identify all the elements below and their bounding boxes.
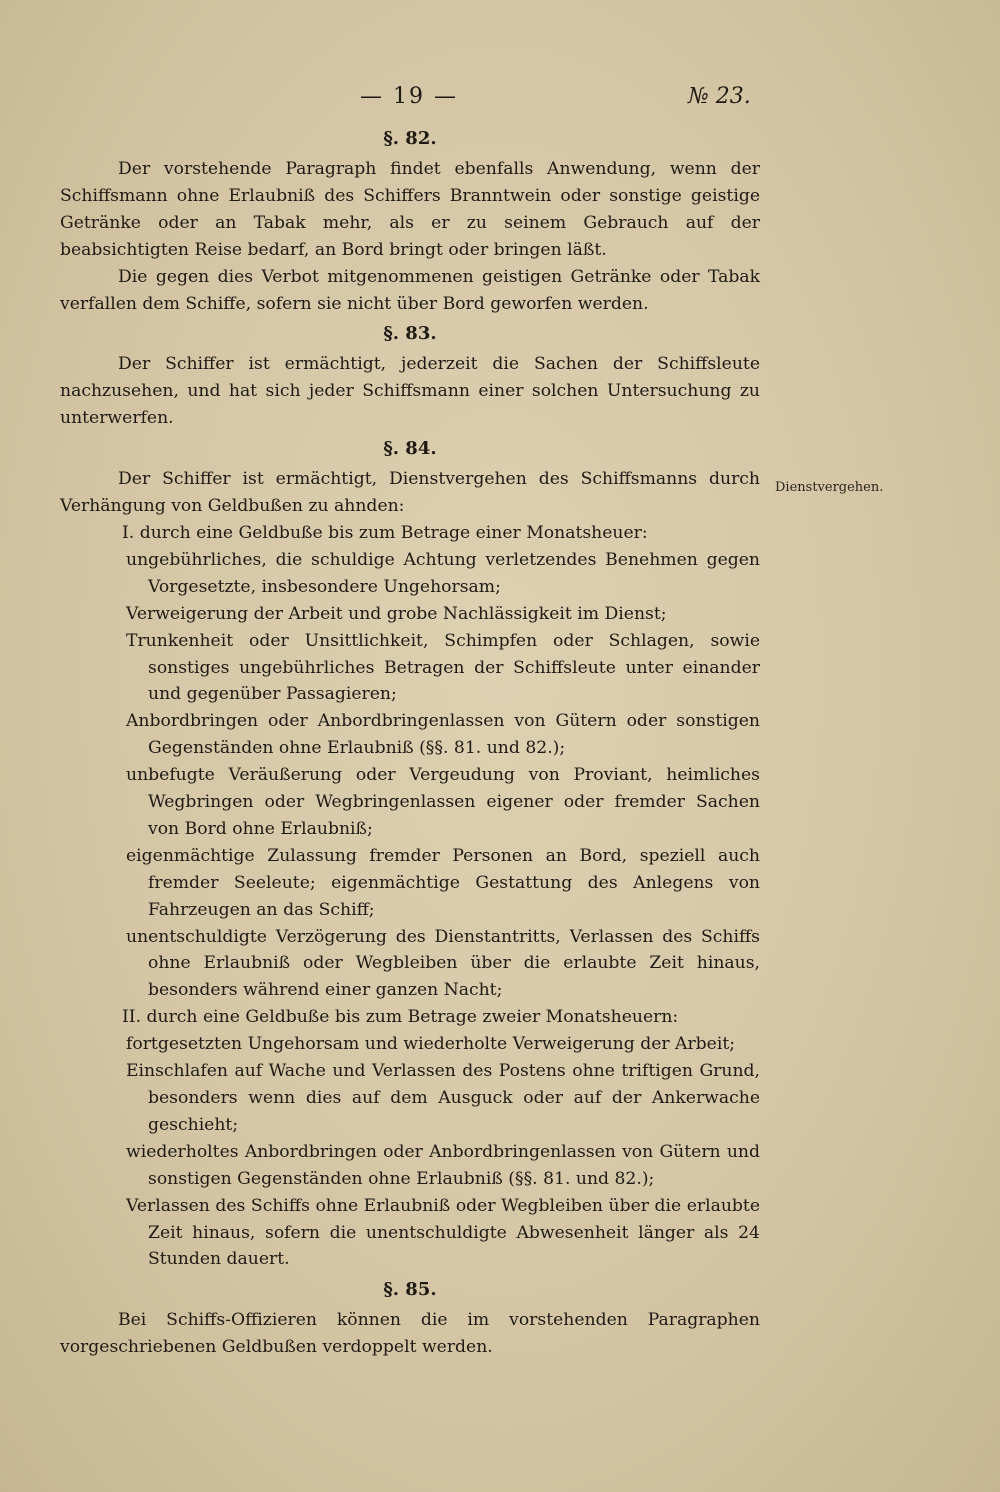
section-heading-84: §. 84. [383, 438, 437, 460]
page-header [0, 84, 1000, 118]
list-item: Verlassen des Schiffs ohne Erlaubniß oder Wegbleiben über die erlaubte Zeit hinaus, sofern die unentschuldigte Abwesenheit länger als 24 Stunden dauert. [126, 1195, 760, 1270]
list-item: Verweigerung der Arbeit und grobe Nachlässigkeit im Dienst; [126, 603, 667, 624]
list-item: fortgesetzten Ungehorsam und wiederholte Verweigerung der Arbeit; [126, 1034, 736, 1055]
penalty-list [60, 547, 760, 1004]
penalty-group-title: II. durch eine Geldbuße bis zum Betrage zweier Monatsheuern: [122, 1007, 679, 1028]
paragraph: Die gegen dies Verbot mitgenommenen geistigen Getränke oder Tabak verfallen dem Schiffe, sofern sie nicht über Bord geworfen werden. [60, 266, 760, 314]
penalty-list [60, 1031, 760, 1273]
list-item: ungebührliches, die schuldige Achtung verletzendes Benehmen gegen Vorgesetzte, insbesondere Ungehorsam; [126, 549, 760, 597]
list-item: Einschlafen auf Wache und Verlassen des Postens ohne triftigen Grund, besonders wenn dies auf dem Ausguck oder auf der Ankerwache geschieht; [126, 1061, 760, 1135]
list-item: Trunkenheit oder Unsittlichkeit, Schimpfen oder Schlagen, sowie sonstiges ungebührliches Betragen der Schiffsleute unter einander und gegenüber Passagieren; [126, 630, 760, 705]
list-item: eigenmächtige Zulassung fremder Personen an Bord, speziell auch fremder Seeleute; eigenmächtige Gestattung des Anlegens von Fahrzeugen an das Schiff; [126, 845, 760, 920]
penalty-group-title: I. durch eine Geldbuße bis zum Betrage einer Monatsheuer: [122, 522, 648, 543]
section-heading-85: §. 85. [383, 1279, 437, 1301]
issue-number: № 23. [688, 84, 751, 109]
paragraph: Der vorstehende Paragraph findet ebenfalls Anwendung, wenn der Schiffsmann ohne Erlaubniß des Schiffers Branntwein oder sonstige geistige Getränke oder an Tabak mehr, als er zu seinem Gebrauch auf der beabsichtigten Reise bedarf, an Bord bringt oder bringen läßt. [60, 159, 760, 260]
paragraph: Bei Schiffs-Offizieren können die im vorstehenden Paragraphen vorgeschriebenen Geldbußen verdoppelt werden. [60, 1310, 760, 1358]
list-item: unbefugte Veräußerung oder Vergeudung von Proviant, heimliches Wegbringen oder Wegbringenlassen eigener oder fremder Sachen von Bord ohne Erlaubniß; [126, 765, 760, 839]
list-item: Anbordbringen oder Anbordbringenlassen von Gütern oder sonstigen Gegenständen ohne Erlaubniß (§§. 81. und 82.); [126, 711, 760, 759]
section-heading-83: §. 83. [383, 323, 437, 345]
body-text [60, 122, 760, 1361]
page-number: — 19 — [360, 84, 458, 109]
paragraph: Der Schiffer ist ermächtigt, Dienstvergehen des Schiffsmanns durch Verhängung von Geldbußen zu ahnden: [60, 469, 760, 517]
list-item: unentschuldigte Verzögerung des Dienstantritts, Verlassen des Schiffs ohne Erlaubniß oder Wegbleiben über die erlaubte Zeit hinaus, besonders während einer ganzen Nacht; [126, 926, 760, 1001]
paragraph: Der Schiffer ist ermächtigt, jederzeit die Sachen der Schiffsleute nachzusehen, und hat sich jeder Schiffsmann einer solchen Untersuchung zu unterwerfen. [60, 354, 760, 429]
section-heading-82: §. 82. [383, 128, 437, 149]
list-item: wiederholtes Anbordbringen oder Anbordbringenlassen von Gütern und sonstigen Gegenständen ohne Erlaubniß (§§. 81. und 82.); [126, 1141, 760, 1189]
margin-note: Dienstvergehen. [775, 480, 884, 495]
